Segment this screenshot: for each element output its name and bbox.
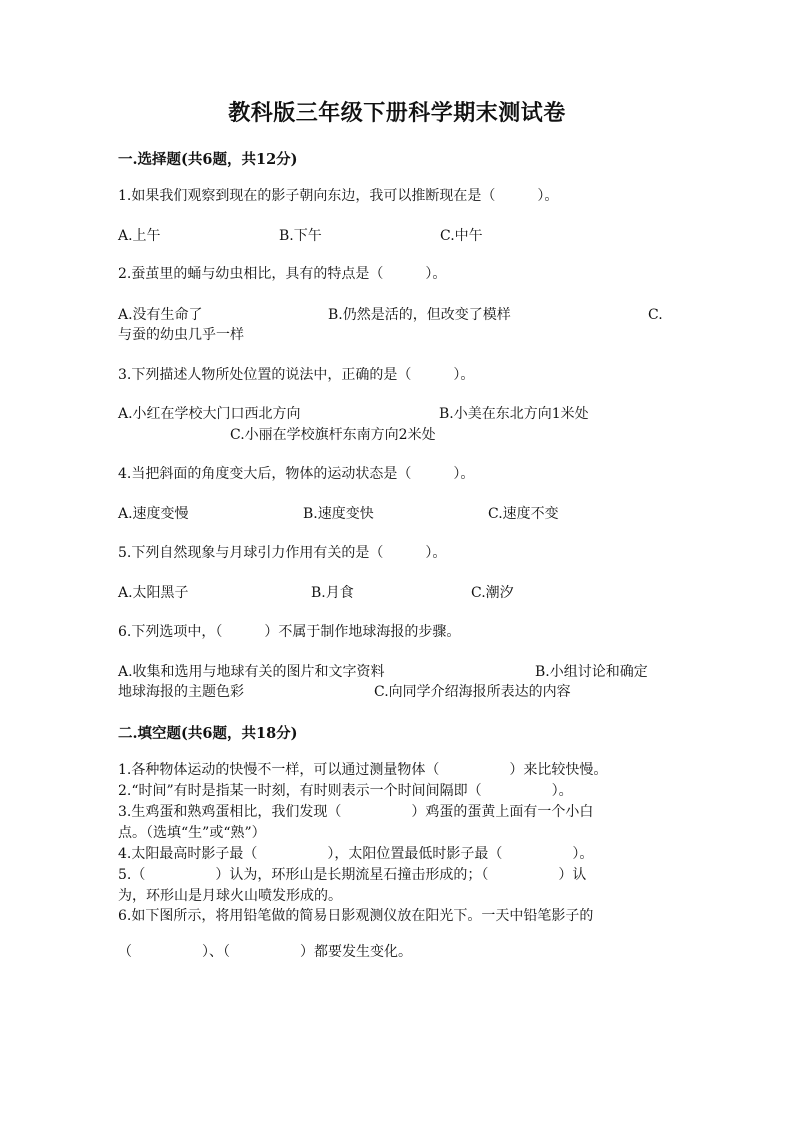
q2-option-c-prefix: C. — [648, 307, 663, 323]
q6-option-b: B.小组讨论和确定 — [535, 664, 648, 680]
q4-option-c: C.速度不变 — [488, 506, 559, 522]
q6-option-a: A.收集和选用与地球有关的图片和文字资料 — [118, 664, 385, 680]
q1-option-c: C.中午 — [440, 228, 483, 244]
q1-option-b: B.下午 — [279, 228, 322, 244]
q5-option-b: B.月食 — [311, 585, 354, 601]
fill-line-5: 5.（ ）认为，环形山是长期流星石撞击形成的；（ ）认 — [118, 867, 587, 883]
q3-option-c: C.小丽在学校旗杆东南方向2米处 — [230, 427, 436, 443]
q6-option-b-cont: 地球海报的主题色彩 — [118, 684, 244, 700]
fill-line-5-cont: 为，环形山是月球火山喷发形成的。 — [118, 888, 342, 904]
q3-option-b: B.小美在东北方向1米处 — [439, 406, 589, 422]
fill-line-3-cont: 点。（选填“生”或“熟”） — [118, 825, 266, 841]
question-4: 4.当把斜面的角度变大后，物体的运动状态是（ ）。 — [118, 466, 475, 482]
q4-option-a: A.速度变慢 — [118, 506, 189, 522]
q3-option-a: A.小红在学校大门口西北方向 — [118, 406, 301, 422]
q6-option-c: C.向同学介绍海报所表达的内容 — [374, 684, 571, 700]
fill-line-2: 2.“时间”有时是指某一时刻，有时则表示一个时间间隔即（ ）。 — [118, 783, 573, 799]
q2-option-a: A.没有生命了 — [118, 307, 203, 323]
question-1: 1.如果我们观察到现在的影子朝向东边，我可以推断现在是（ ）。 — [118, 188, 559, 204]
fill-line-6: 6.如下图所示，将用铅笔做的简易日影观测仪放在阳光下。一天中铅笔影子的 — [118, 908, 594, 924]
fill-line-4: 4.太阳最高时影子最（ ），太阳位置最低时影子最（ ）。 — [118, 846, 594, 862]
fill-line-1: 1.各种物体运动的快慢不一样，可以通过测量物体（ ）来比较快慢。 — [118, 762, 608, 778]
page-title: 教科版三年级下册科学期末测试卷 — [228, 100, 566, 126]
question-5: 5.下列自然现象与月球引力作用有关的是（ ）。 — [118, 545, 447, 561]
q5-option-a: A.太阳黑子 — [118, 585, 189, 601]
section-heading-fill: 二.填空题(共6题，共18分) — [118, 725, 298, 742]
q4-option-b: B.速度变快 — [303, 506, 374, 522]
q2-option-b: B.仍然是活的，但改变了模样 — [328, 307, 511, 323]
question-6: 6.下列选项中，（ ）不属于制作地球海报的步骤。 — [118, 624, 461, 640]
question-2: 2.蚕茧里的蛹与幼虫相比，具有的特点是（ ）。 — [118, 266, 447, 282]
section-heading-choice: 一.选择题(共6题，共12分) — [118, 151, 298, 168]
fill-line-6-cont: （ ）、（ ）都要发生变化。 — [118, 944, 412, 960]
q2-option-c-text: 与蚕的幼虫几乎一样 — [118, 327, 244, 343]
q1-option-a: A.上午 — [118, 228, 161, 244]
question-3: 3.下列描述人物所处位置的说法中，正确的是（ ）。 — [118, 367, 475, 383]
fill-line-3: 3.生鸡蛋和熟鸡蛋相比，我们发现（ ）鸡蛋的蛋黄上面有一个小白 — [118, 804, 594, 820]
q5-option-c: C.潮汐 — [471, 585, 514, 601]
